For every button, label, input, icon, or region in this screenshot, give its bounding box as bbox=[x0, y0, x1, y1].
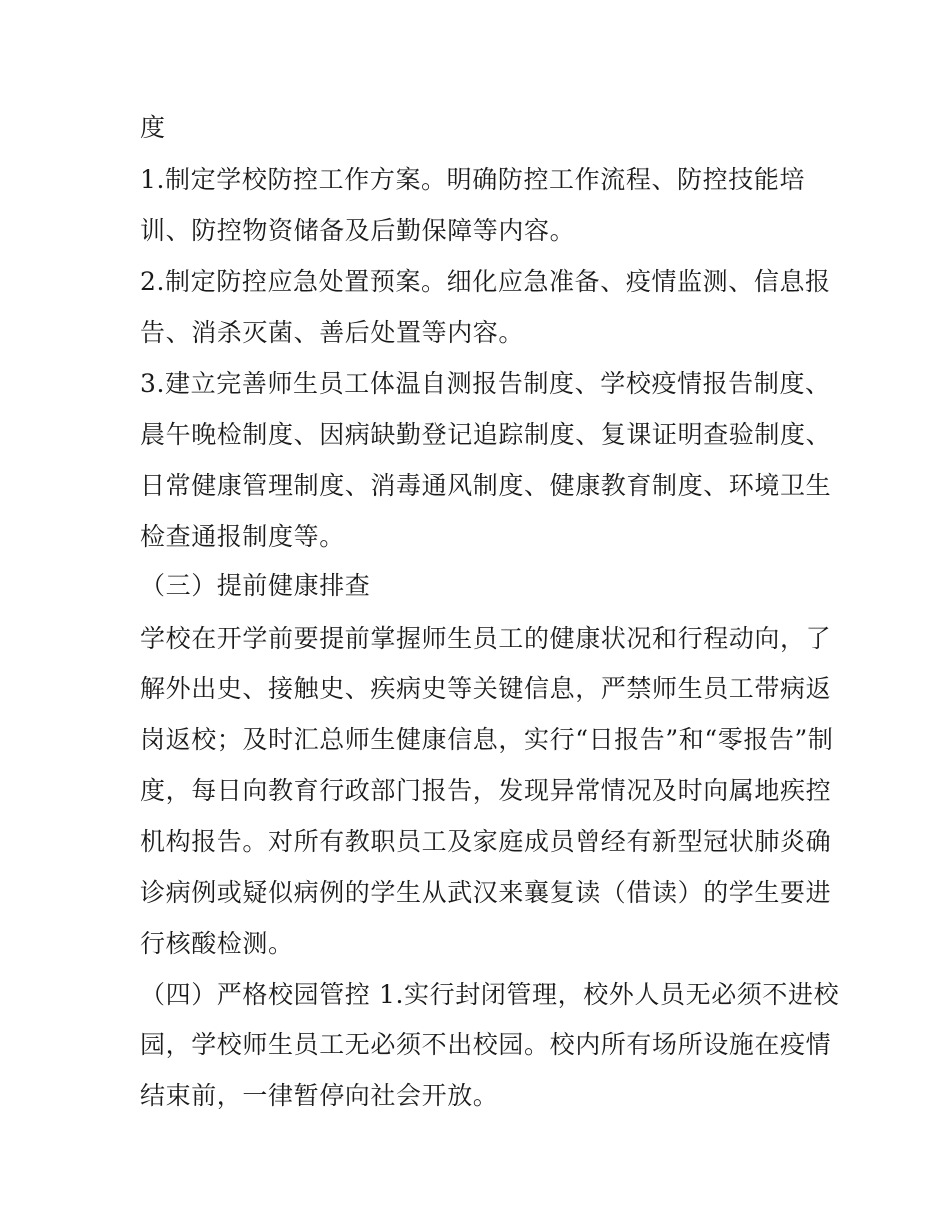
text-line: 学校在开学前要提前掌握师生员工的健康状况和行程动向，了 bbox=[140, 624, 832, 653]
text-line: 机构报告。对所有教职员工及家庭成员曾经有新型冠状肺炎确 bbox=[140, 827, 832, 856]
section-heading: （四）严格校园管控 1.实行封闭管理，校外人员无必须不进校 bbox=[140, 980, 840, 1009]
text-line: 行核酸检测。 bbox=[140, 929, 294, 958]
text-line: 度 bbox=[140, 113, 166, 142]
text-line: 结束前，一律暂停向社会开放。 bbox=[140, 1081, 499, 1110]
text-line: 告、消杀灭菌、善后处置等内容。 bbox=[140, 318, 525, 347]
text-line: 2.制定防控应急处置预案。细化应急准备、疫情监测、信息报 bbox=[140, 267, 831, 296]
text-line: 解外出史、接触史、疾病史等关键信息，严禁师生员工带病返 bbox=[140, 674, 832, 703]
text-line: 度，每日向教育行政部门报告，发现异常情况及时向属地疾控 bbox=[140, 776, 832, 805]
text-line: 园，学校师生员工无必须不出校园。校内所有场所设施在疫情 bbox=[140, 1030, 832, 1059]
text-line: 1.制定学校防控工作方案。明确防控工作流程、防控技能培 bbox=[140, 165, 806, 194]
text-line: 日常健康管理制度、消毒通风制度、健康教育制度、环境卫生 bbox=[140, 471, 832, 500]
text-line: 岗返校；及时汇总师生健康信息，实行“日报告”和“零报告”制 bbox=[140, 725, 834, 754]
section-heading: （三）提前健康排查 bbox=[140, 571, 371, 600]
text-line: 晨午晚检制度、因病缺勤登记追踪制度、复课证明查验制度、 bbox=[140, 420, 832, 449]
text-line: 3.建立完善师生员工体温自测报告制度、学校疫情报告制度、 bbox=[140, 369, 831, 398]
text-line: 检查通报制度等。 bbox=[140, 522, 345, 551]
text-line: 诊病例或疑似病例的学生从武汉来襄复读（借读）的学生要进 bbox=[140, 878, 832, 907]
text-line: 训、防控物资储备及后勤保障等内容。 bbox=[140, 216, 576, 245]
